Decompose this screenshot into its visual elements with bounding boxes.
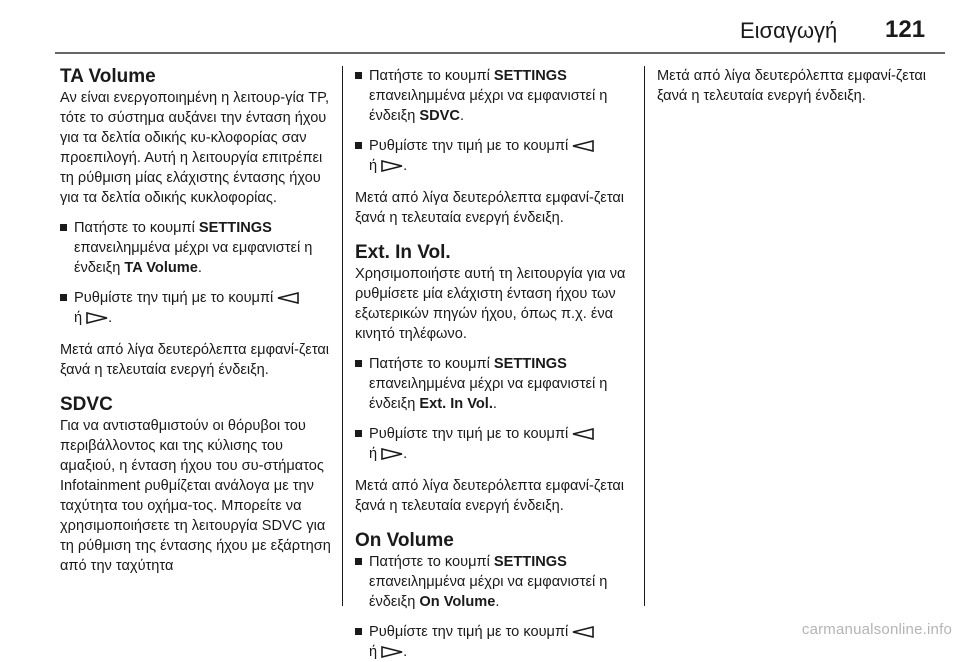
triangle-left-outline-icon [572, 140, 594, 152]
ext-in-vol-after-note: Μετά από λίγα δευτερόλεπτα εμφανί-ζεται ξανά η τελευταία ενεργή ένδειξη. [355, 478, 625, 514]
section-heading-ext-in-vol: Ext. In Vol. [355, 242, 451, 263]
settings-key-label: SETTINGS [493, 356, 567, 372]
ta-volume-description: Αν είναι ενεργοποιημένη η λειτουρ-γία TP, τότε το σύστημα αυξάνει την ένταση ήχου για τα δελτία οδικής κυ-κλοφορίας σαν προεπιλογή. Αυτή η λειτουργία επιτρέπει τη ρύθμιση μίας ελάχιστης έντασης ήχου για τα δελτία οδικής κυκλοφορίας. [60, 90, 330, 206]
bullet-icon [355, 360, 362, 367]
bullet-icon [355, 72, 362, 79]
column-3 [657, 66, 942, 106]
settings-key-label: SETTINGS [493, 554, 567, 570]
bullet-icon [355, 142, 362, 149]
sdvc-description: Για να αντισταθμιστούν οι θόρυβοι του περιβάλλοντος και της κύλισης του αμαξιού, η ένταση ήχου του συ-στήματος Infotainment ρυθμίζεται ανάλογα με την ταχύτητα του οχήμα-τος. Μπορείτε να χρησιμοποιήσετε τη λειτουργία SDVC για τη ρύθμιση της έντασης ήχου με εξάρτηση από την ταχύτητα [60, 418, 331, 574]
sdvc-step-settings: Πατήστε το κουμπί SETTINGS επανειλημμένα μέχρι να εμφανιστεί η ένδειξη SDVC. [355, 66, 627, 126]
section-heading-on-volume: On Volume [355, 530, 454, 551]
page-number: 121 [885, 16, 926, 43]
triangle-left-outline-icon [277, 292, 299, 304]
bullet-icon [60, 294, 67, 301]
triangle-right-outline-icon [381, 448, 403, 460]
on-volume-after-note: Μετά από λίγα δευτερόλεπτα εμφανί-ζεται ξανά η τελευταία ενεργή ένδειξη. [657, 68, 927, 104]
ta-volume-after-note: Μετά από λίγα δευτερόλεπτα εμφανί-ζεται ξανά η τελευταία ενεργή ένδειξη. [60, 342, 330, 378]
display-target-label: Ext. In Vol. [419, 396, 493, 412]
settings-key-label: SETTINGS [493, 68, 567, 84]
header-divider [55, 52, 945, 54]
on-volume-step-settings: Πατήστε το κουμπί SETTINGS επανειλημμένα μέχρι να εμφανιστεί η ένδειξη On Volume. [355, 552, 627, 612]
ext-in-vol-description: Χρησιμοποιήστε αυτή τη λειτουργία για να ρυθμίσετε μία ελάχιστη ένταση ήχου των εξωτερικών πηγών ήχου, όπως π.χ. ένα κινητό τηλέφωνο. [355, 266, 626, 342]
ext-in-vol-step-adjust: Ρυθμίστε την τιμή με το κουμπί ή . [355, 424, 627, 464]
bullet-icon [355, 628, 362, 635]
triangle-left-outline-icon [572, 626, 594, 638]
column-2 [355, 66, 627, 662]
display-target-label: SDVC [419, 108, 460, 124]
ta-volume-step-adjust: Ρυθμίστε την τιμή με το κουμπί ή . [60, 288, 332, 328]
ta-volume-step-settings: Πατήστε το κουμπί SETTINGS επανειλημμένα μέχρι να εμφανιστεί η ένδειξη TA Volume. [60, 218, 332, 278]
on-volume-step-adjust: Ρυθμίστε την τιμή με το κουμπί ή . [355, 622, 627, 662]
column-1 [60, 66, 332, 576]
watermark: carmanualsonline.info [801, 621, 952, 638]
section-heading-ta-volume: TA Volume [60, 66, 156, 87]
section-heading-sdvc: SDVC [60, 394, 113, 415]
triangle-right-outline-icon [381, 646, 403, 658]
display-target-label: TA Volume [124, 260, 198, 276]
column-divider-1 [342, 66, 343, 606]
bullet-icon [355, 430, 362, 437]
sdvc-after-note: Μετά από λίγα δευτερόλεπτα εμφανί-ζεται ξανά η τελευταία ενεργή ένδειξη. [355, 190, 625, 226]
column-divider-2 [644, 66, 645, 606]
triangle-right-outline-icon [86, 312, 108, 324]
bullet-icon [60, 224, 67, 231]
bullet-icon [355, 558, 362, 565]
triangle-left-outline-icon [572, 428, 594, 440]
sdvc-step-adjust: Ρυθμίστε την τιμή με το κουμπί ή . [355, 136, 627, 176]
settings-key-label: SETTINGS [198, 220, 272, 236]
page-section-title: Εισαγωγή [740, 18, 838, 43]
triangle-right-outline-icon [381, 160, 403, 172]
display-target-label: On Volume [419, 594, 496, 610]
ext-in-vol-step-settings: Πατήστε το κουμπί SETTINGS επανειλημμένα μέχρι να εμφανιστεί η ένδειξη Ext. In Vol.. [355, 354, 627, 414]
